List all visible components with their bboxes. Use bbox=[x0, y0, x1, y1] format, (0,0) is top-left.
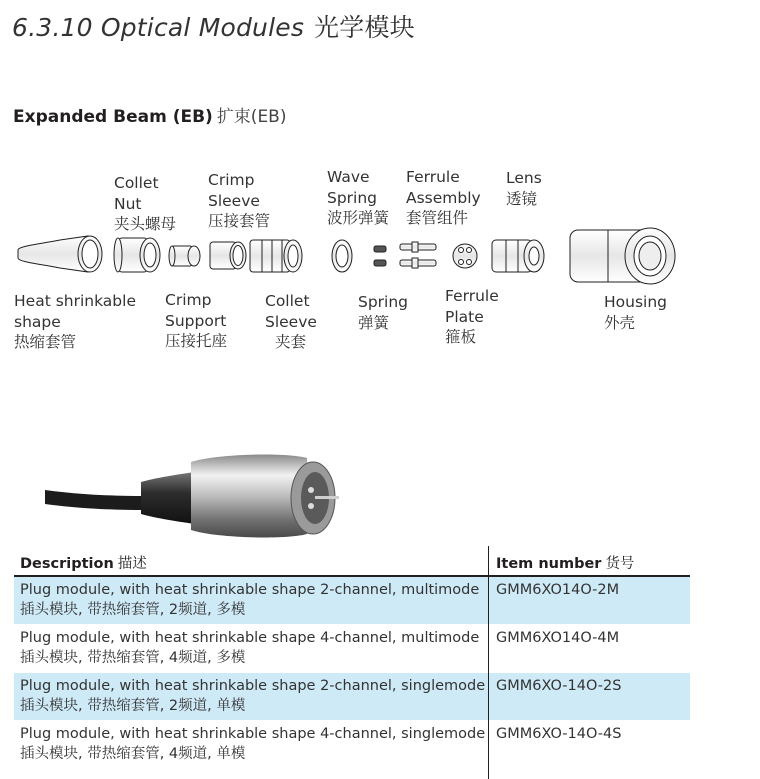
wave-spring-part bbox=[332, 240, 352, 272]
label-collet-sleeve: Collet Sleeve 夹套 bbox=[265, 292, 317, 351]
row-item-number: GMM6XO14O-4M bbox=[496, 630, 620, 646]
label-housing: Housing 外壳 bbox=[604, 293, 668, 332]
section-title: Expanded Beam (EB) 扩束(EB) bbox=[13, 107, 287, 127]
label-crimp-sleeve: Crimp Sleeve 压接套管 bbox=[208, 171, 271, 230]
label-lens: Lens 透镜 bbox=[506, 169, 542, 208]
table-header bbox=[14, 546, 690, 577]
plug-module-image bbox=[45, 446, 345, 541]
label-ferrule-assembly: Ferrule Assembly 套管组件 bbox=[406, 168, 481, 227]
table-row bbox=[14, 673, 690, 721]
label-ferrule-plate: Ferrule Plate 箍板 bbox=[445, 287, 499, 346]
housing-part bbox=[570, 228, 675, 284]
row-description: Plug module, with heat shrinkable shape 2-channel, multimode 插头模块, 带热缩套管, 2频道, 多模 bbox=[20, 582, 480, 618]
column-divider bbox=[488, 546, 489, 779]
row-item-number: GMM6XO14O-2M bbox=[496, 582, 620, 598]
table-row bbox=[14, 577, 690, 625]
header-description: Description 描述 bbox=[20, 556, 147, 572]
label-heat-shrink: Heat shrinkable shape 热缩套管 bbox=[14, 292, 136, 351]
label-collet-nut: Collet Nut 夹头螺母 bbox=[114, 174, 177, 233]
label-crimp-support: Crimp Support 压接托座 bbox=[165, 291, 228, 350]
row-description: Plug module, with heat shrinkable shape 4-channel, multimode 插头模块, 带热缩套管, 4频道, 多模 bbox=[20, 630, 480, 666]
heat-shrink-part bbox=[18, 236, 102, 272]
crimp-support-part bbox=[169, 246, 200, 266]
ferrule-plate-part bbox=[453, 244, 477, 268]
row-item-number: GMM6XO-14O-2S bbox=[496, 678, 622, 694]
row-description: Plug module, with heat shrinkable shape 4-channel, singlemode 插头模块, 带热缩套管, 4频道, 单模 bbox=[20, 726, 486, 762]
page-title: 6.3.10 Optical Modules 光学模块 bbox=[12, 13, 415, 42]
product-table bbox=[14, 546, 690, 769]
row-item-number: GMM6XO-14O-4S bbox=[496, 726, 622, 742]
header-item-number: Item number 货号 bbox=[496, 556, 635, 572]
spring-parts bbox=[374, 246, 386, 266]
collet-sleeve-part bbox=[250, 240, 302, 272]
ferrule-assembly-part bbox=[400, 242, 436, 268]
exploded-view-diagram bbox=[10, 222, 680, 292]
collet-nut-part bbox=[114, 238, 160, 272]
table-row bbox=[14, 625, 690, 673]
label-spring: Spring 弹簧 bbox=[358, 293, 409, 332]
lens-part bbox=[492, 240, 544, 272]
crimp-sleeve-part bbox=[210, 242, 246, 269]
table-row bbox=[14, 721, 690, 769]
label-wave-spring: Wave Spring 波形弹簧 bbox=[327, 168, 390, 227]
row-description: Plug module, with heat shrinkable shape 2-channel, singlemode 插头模块, 带热缩套管, 2频道, 单模 bbox=[20, 678, 486, 714]
